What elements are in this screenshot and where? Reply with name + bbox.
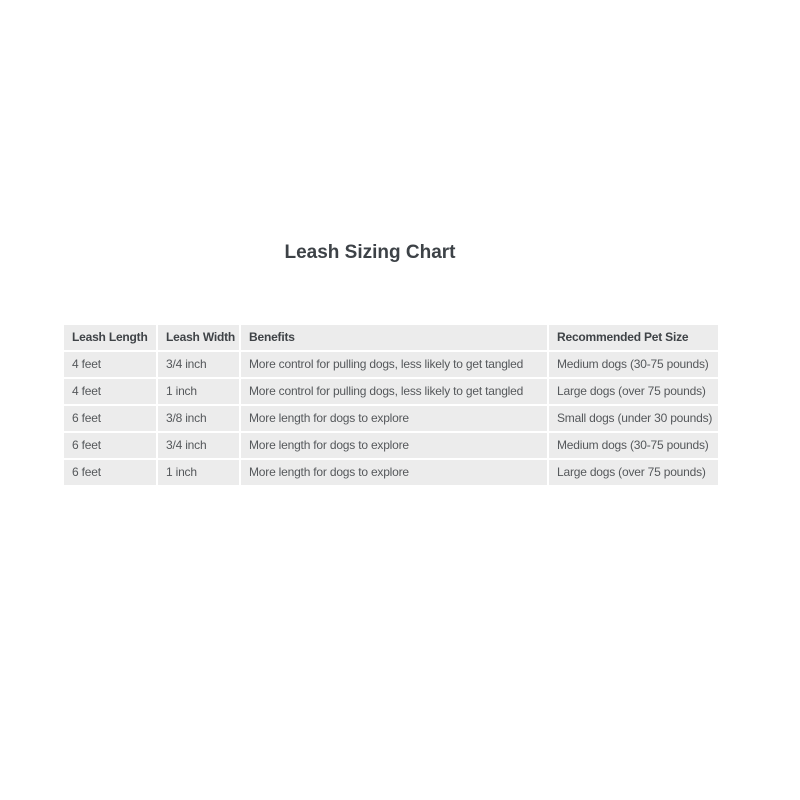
cell-recommended-pet-size: Small dogs (under 30 pounds) bbox=[549, 406, 718, 431]
cell-leash-length: 4 feet bbox=[64, 352, 156, 377]
table-row bbox=[64, 379, 718, 404]
cell-benefits: More length for dogs to explore bbox=[241, 433, 547, 458]
cell-recommended-pet-size: Large dogs (over 75 pounds) bbox=[549, 379, 718, 404]
cell-recommended-pet-size: Medium dogs (30-75 pounds) bbox=[549, 352, 718, 377]
col-header-recommended-pet-size: Recommended Pet Size bbox=[549, 325, 718, 350]
col-header-leash-length: Leash Length bbox=[64, 325, 156, 350]
col-header-leash-width: Leash Width bbox=[158, 325, 239, 350]
cell-leash-width: 1 inch bbox=[158, 460, 239, 485]
cell-recommended-pet-size: Medium dogs (30-75 pounds) bbox=[549, 433, 718, 458]
cell-leash-length: 6 feet bbox=[64, 433, 156, 458]
leash-sizing-table bbox=[62, 323, 720, 487]
table-row bbox=[64, 406, 718, 431]
cell-leash-length: 4 feet bbox=[64, 379, 156, 404]
cell-benefits: More length for dogs to explore bbox=[241, 460, 547, 485]
table-row bbox=[64, 352, 718, 377]
cell-leash-length: 6 feet bbox=[64, 460, 156, 485]
col-header-benefits: Benefits bbox=[241, 325, 547, 350]
cell-leash-width: 1 inch bbox=[158, 379, 239, 404]
cell-benefits: More control for pulling dogs, less likely to get tangled bbox=[241, 379, 547, 404]
cell-recommended-pet-size: Large dogs (over 75 pounds) bbox=[549, 460, 718, 485]
table-header-row bbox=[64, 325, 718, 350]
cell-benefits: More control for pulling dogs, less likely to get tangled bbox=[241, 352, 547, 377]
page-title: Leash Sizing Chart bbox=[284, 242, 456, 263]
table-row bbox=[64, 460, 718, 485]
cell-benefits: More length for dogs to explore bbox=[241, 406, 547, 431]
cell-leash-length: 6 feet bbox=[64, 406, 156, 431]
cell-leash-width: 3/4 inch bbox=[158, 352, 239, 377]
cell-leash-width: 3/4 inch bbox=[158, 433, 239, 458]
table-row bbox=[64, 433, 718, 458]
cell-leash-width: 3/8 inch bbox=[158, 406, 239, 431]
